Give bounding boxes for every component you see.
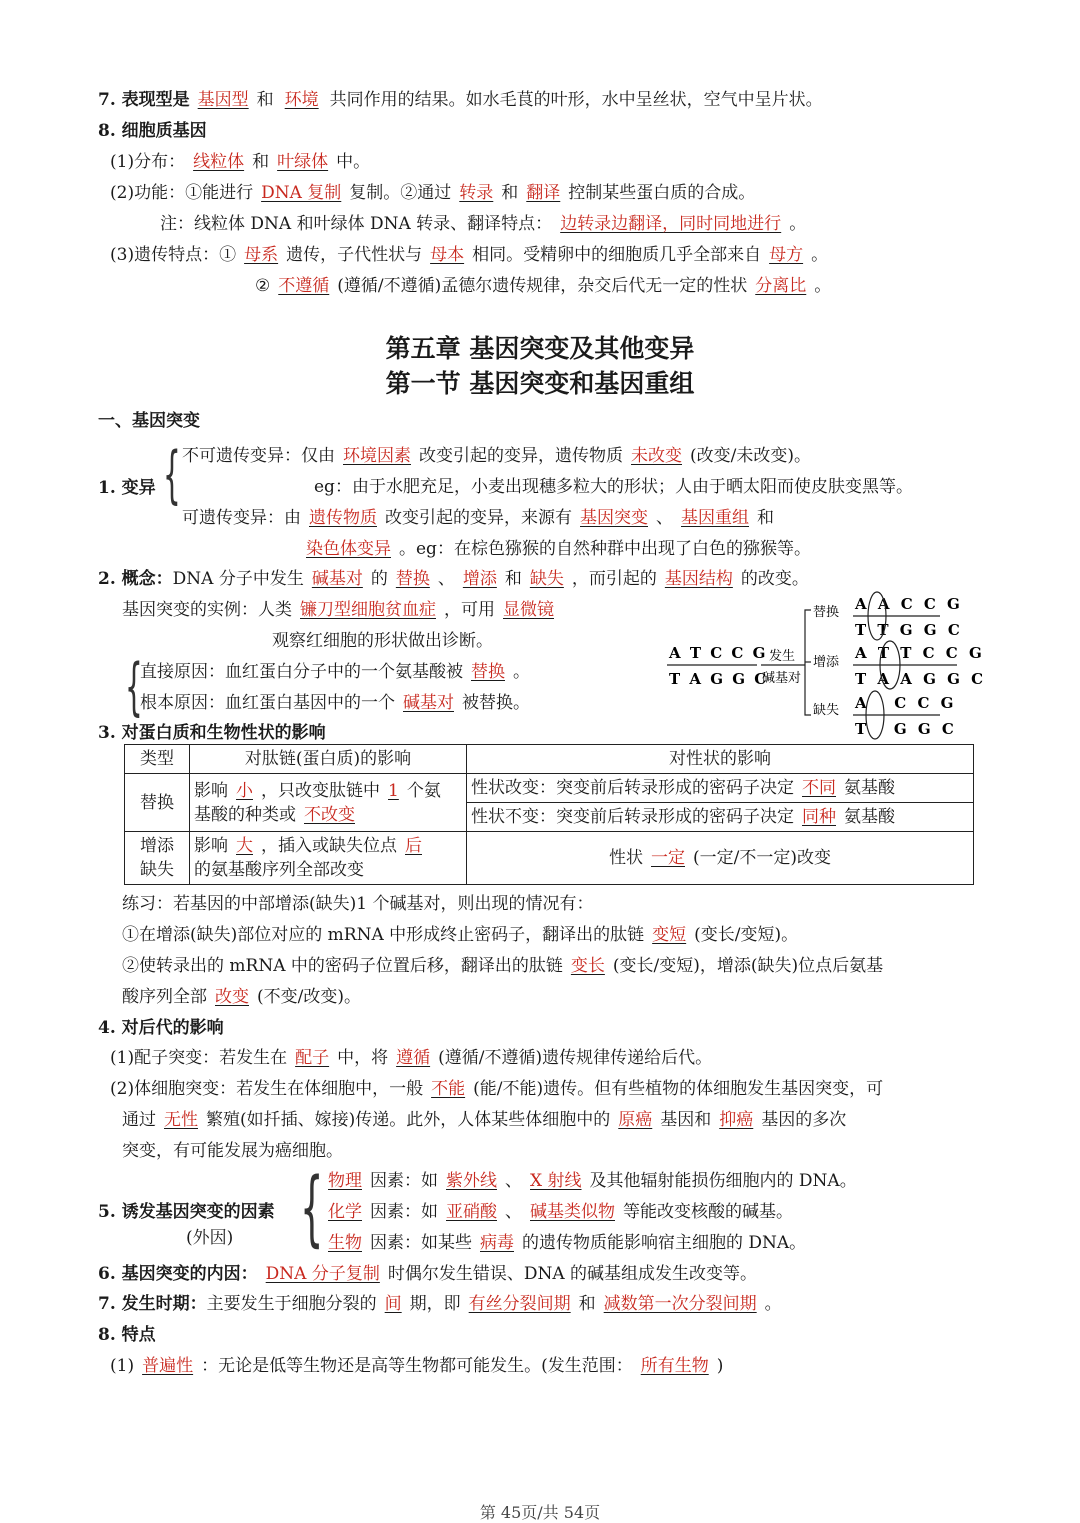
label-insertion: 增添	[813, 655, 840, 670]
sub-bottom-strand: T T G G C	[855, 621, 963, 639]
brace-q2: {	[125, 650, 143, 723]
q5-row3: 生物 因素：如某些 病毒 的遗传物质能影响宿主细胞的 DNA。	[328, 1233, 807, 1253]
q4-line2: (2)体细胞突变：若发生在体细胞中，一般 不能 (能/不能)遗传。但有些植物的体细胞发生基因突变，可	[110, 1079, 884, 1099]
section-title: 第一节 基因突变和基因重组	[385, 369, 695, 398]
table-header-row	[125, 745, 974, 774]
orig-top-strand: A T C C G	[669, 644, 768, 662]
brace-q5: {	[300, 1161, 324, 1256]
q1-row4: 染色体变异 。eg：在棕色猕猴的自然种群中出现了白色的猕猴等。	[306, 539, 811, 559]
th-type: 类型	[125, 745, 190, 774]
impact-table	[124, 744, 974, 885]
q1-label: 1. 变异	[98, 478, 156, 498]
table-row-sub-1	[125, 774, 974, 803]
cell-sub-effect-1: 性状改变：突变前后转录形成的密码子决定 不同 氨基酸	[467, 774, 974, 803]
q5-row2: 化学 因素：如 亚硝酸 、 碱基类似物 等能改变核酸的碱基。	[328, 1202, 793, 1222]
cell-sub-peptide: 影响 小 ，只改变肽链中 1 个氨 基酸的种类或 不改变	[190, 774, 467, 832]
q8-heading: 8. 特点	[98, 1325, 156, 1345]
part1-heading: 一、基因突变	[98, 411, 200, 431]
q5-row1: 物理 因素：如 紫外线 、 X 射线 及其他辐射能损伤细胞内的 DNA。	[328, 1171, 857, 1191]
mutation-diagram	[665, 590, 987, 742]
q1-row2: eg：由于水肥充足，小麦出现穗多粒大的形状；人由于晒太阳而使皮肤变黑等。	[314, 477, 913, 497]
chapter-title: 第五章 基因突变及其他变异	[385, 334, 695, 363]
del-top-strand: A C C G	[855, 694, 957, 712]
cell-add-peptide: 影响 大 ，插入或缺失位点 后 的氨基酸序列全部改变	[190, 832, 467, 885]
q1-row3: 可遗传变异：由 遗传物质 改变引起的变异，来源有 基因突变 、 基因重组 和	[182, 508, 774, 528]
arrow-label-bottom: 碱基对	[762, 671, 802, 686]
cell-type-add: 增添 缺失	[125, 832, 190, 885]
q3-exercise-3: 酸序列全部 改变 (不变/改变)。	[122, 987, 361, 1007]
line-s8-2: (2)功能：①能进行 DNA 复制 复制。②通过 转录 和 翻译 控制某些蛋白质的合成。	[110, 183, 756, 203]
q7-line: 7. 发生时期：主要发生于细胞分裂的 间 期，即 有丝分裂间期 和 减数第一次分裂间期 。	[98, 1294, 782, 1314]
line-s8-1: (1)分布： 线粒体 和 叶绿体 中。	[110, 152, 371, 172]
q2-cause1: 直接原因：血红蛋白分子中的一个氨基酸被 替换 。	[140, 662, 530, 682]
add-top-strand: A T T C C G	[855, 644, 985, 662]
q3-exercise-1: ①在增添(缺失)部位对应的 mRNA 中形成终止密码子，翻译出的肽链 变短 (变长/变短)。	[122, 925, 799, 945]
q6-line: 6. 基因突变的内因： DNA 分子复制 时偶尔发生错误、DNA 的碱基组成发生改变等。	[98, 1264, 758, 1284]
q4-heading: 4. 对后代的影响	[98, 1018, 224, 1038]
q3-exercise: 练习：若基因的中部增添(缺失)1 个碱基对，则出现的情况有：	[122, 894, 594, 914]
line-s8-3: 注：线粒体 DNA 和叶绿体 DNA 转录、翻译特点： 边转录边翻译，同时同地进行 。	[160, 214, 807, 234]
cell-type-sub: 替换	[125, 774, 190, 832]
arrow-label-top: 发生	[769, 649, 796, 664]
th-peptide: 对肽链(蛋白质)的影响	[190, 745, 467, 774]
sub-top-strand: A A C C G	[855, 595, 963, 613]
q8-line1: (1) 普遍性 ：无论是低等生物还是高等生物都可能发生。(发生范围： 所有生物 )	[110, 1356, 724, 1376]
label-deletion: 缺失	[813, 703, 840, 718]
q3-exercise-2: ②使转录出的 mRNA 中的密码子位置后移，翻译出的肽链 变长 (变长/变短)，增添(缺失)位点后氨基	[122, 956, 884, 976]
cell-sub-effect-2: 性状不变：突变前后转录形成的密码子决定 同种 氨基酸	[467, 803, 974, 832]
brace-q1: {	[163, 438, 181, 511]
del-bottom-strand: T G G C	[855, 720, 957, 738]
q4-line1: (1)配子突变：若发生在 配子 中，将 遵循 (遵循/不遵循)遗传规律传递给后代。	[110, 1048, 713, 1068]
q4-line3: 通过 无性 繁殖(如扦插、嫁接)传递。此外，人体某些体细胞中的 原癌 基因和 抑癌 基因的多次	[122, 1110, 847, 1130]
line-s8-4: (3)遗传特点：① 母系 遗传，子代性状与 母本 相同。受精卵中的细胞质几乎全部来自 母方 。	[110, 245, 829, 265]
table-row-add	[125, 832, 974, 885]
add-bottom-strand: T A A G G C	[855, 670, 987, 688]
q2-line: 2. 概念：DNA 分子中发生 碱基对 的 替换 、 增添 和 缺失 ，而引起的 基因结构 的改变。	[98, 569, 809, 589]
q2-cause2: 根本原因：血红蛋白基因中的一个 碱基对 被替换。	[140, 693, 530, 713]
s8-heading: 8. 细胞质基因	[98, 121, 207, 141]
q3-heading: 3. 对蛋白质和生物性状的影响	[98, 723, 326, 743]
q5-heading: 5. 诱发基因突变的因素	[98, 1202, 275, 1222]
q4-line4: 突变，有可能发展为癌细胞。	[122, 1141, 343, 1161]
orig-bottom-strand: T A G G C	[669, 670, 769, 688]
th-trait: 对性状的影响	[467, 745, 974, 774]
label-substitution: 替换	[813, 605, 840, 620]
page-footer: 第 45页/共 54页	[479, 1503, 601, 1522]
line-s7: 7. 表现型是 基因型 和 环境 共同作用的结果。如水毛茛的叶形，水中呈丝状，空气中呈片状。	[98, 90, 823, 110]
q2-example2: 观察红细胞的形状做出诊断。	[272, 631, 493, 651]
q2-example: 基因突变的实例：人类 镰刀型细胞贫血症 ，可用 显微镜	[122, 600, 554, 620]
q1-row1: 不可遗传变异：仅由 环境因素 改变引起的变异，遗传物质 未改变 (改变/未改变)。	[182, 446, 811, 466]
q5-sub: (外因)	[186, 1228, 234, 1248]
cell-add-effect: 性状 一定 (一定/不一定)改变	[467, 832, 974, 885]
line-s8-5: ② 不遵循 (遵循/不遵循)孟德尔遗传规律，杂交后代无一定的性状 分离比 。	[255, 276, 832, 296]
